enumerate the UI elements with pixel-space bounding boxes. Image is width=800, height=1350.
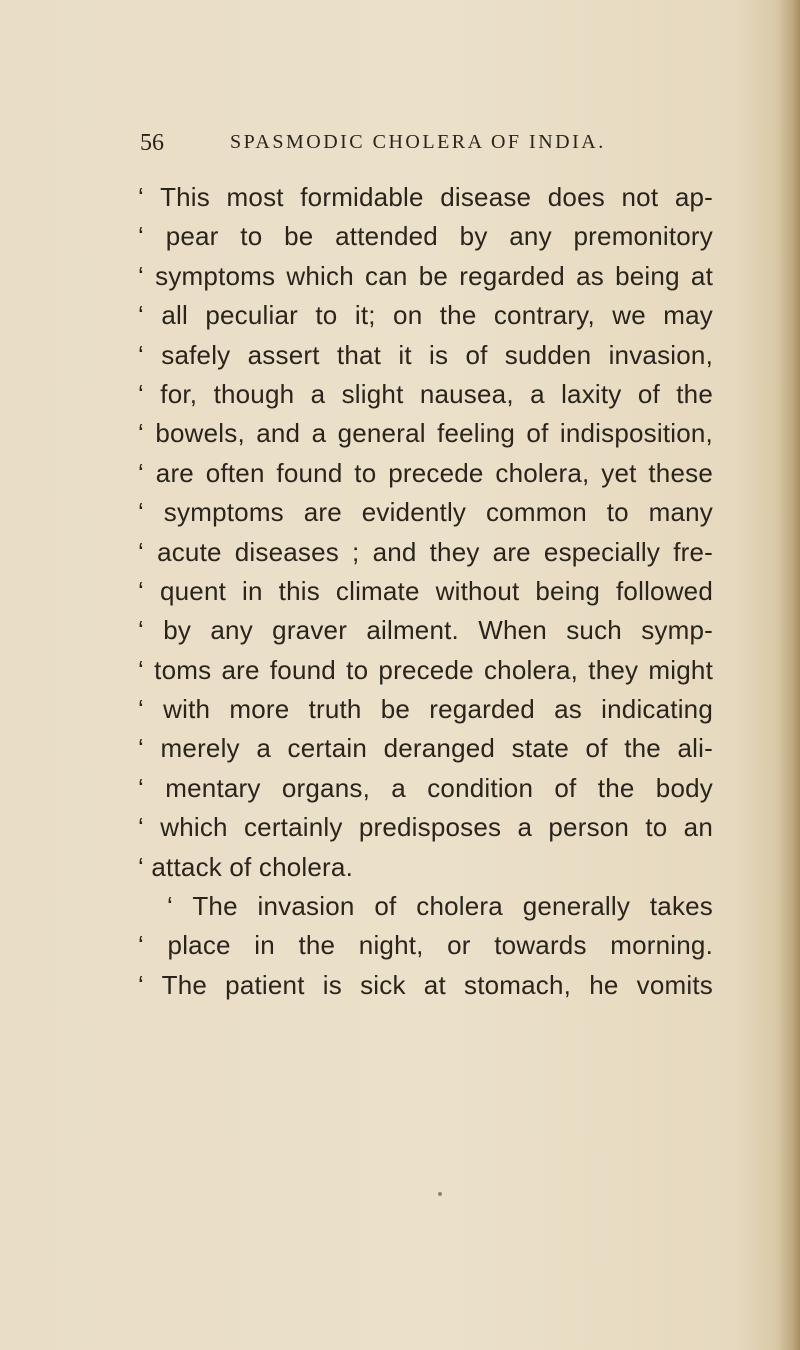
text-line: ‘ place in the night, or towards morning. [138, 930, 713, 961]
text-line: ‘ The patient is sick at stomach, he vomits [138, 969, 713, 1000]
text-line: ‘ safely assert that it is of sudden invasion, [138, 339, 713, 370]
text-line: ‘ by any graver ailment. When such symp- [138, 615, 713, 646]
body-text [138, 178, 713, 1005]
page-number: 56 [140, 130, 164, 156]
text-line: ‘ acute diseases ; and they are especially fre- [138, 536, 713, 567]
paper-spot [438, 1192, 442, 1196]
running-head: SPASMODIC CHOLERA OF INDIA. [230, 131, 606, 153]
text-line: ‘ pear to be attended by any premonitory [138, 221, 713, 252]
page-edge-shadow [778, 0, 800, 1350]
text-line: ‘ The invasion of cholera generally takes [167, 891, 713, 922]
text-line: ‘ symptoms which can be regarded as being at [138, 260, 713, 291]
text-line: ‘ quent in this climate without being followed [138, 575, 713, 606]
text-line: ‘ for, though a slight nausea, a laxity of the [138, 378, 713, 409]
text-line: ‘ mentary organs, a condition of the body [138, 772, 713, 803]
page-header [140, 130, 660, 166]
text-line: ‘ This most formidable disease does not ap- [138, 182, 713, 212]
text-line: ‘ attack of cholera. [138, 851, 353, 882]
text-line: ‘ with more truth be regarded as indicating [138, 694, 713, 725]
text-line: ‘ are often found to precede cholera, yet these [138, 457, 713, 488]
text-line: ‘ bowels, and a general feeling of indisposition, [138, 418, 713, 449]
text-line: ‘ symptoms are evidently common to many [138, 497, 713, 528]
text-line: ‘ toms are found to precede cholera, they might [138, 654, 713, 685]
text-line: ‘ which certainly predisposes a person to an [138, 812, 713, 843]
text-line: ‘ merely a certain deranged state of the ali- [138, 733, 713, 764]
text-line: ‘ all peculiar to it; on the contrary, we may [138, 300, 713, 331]
